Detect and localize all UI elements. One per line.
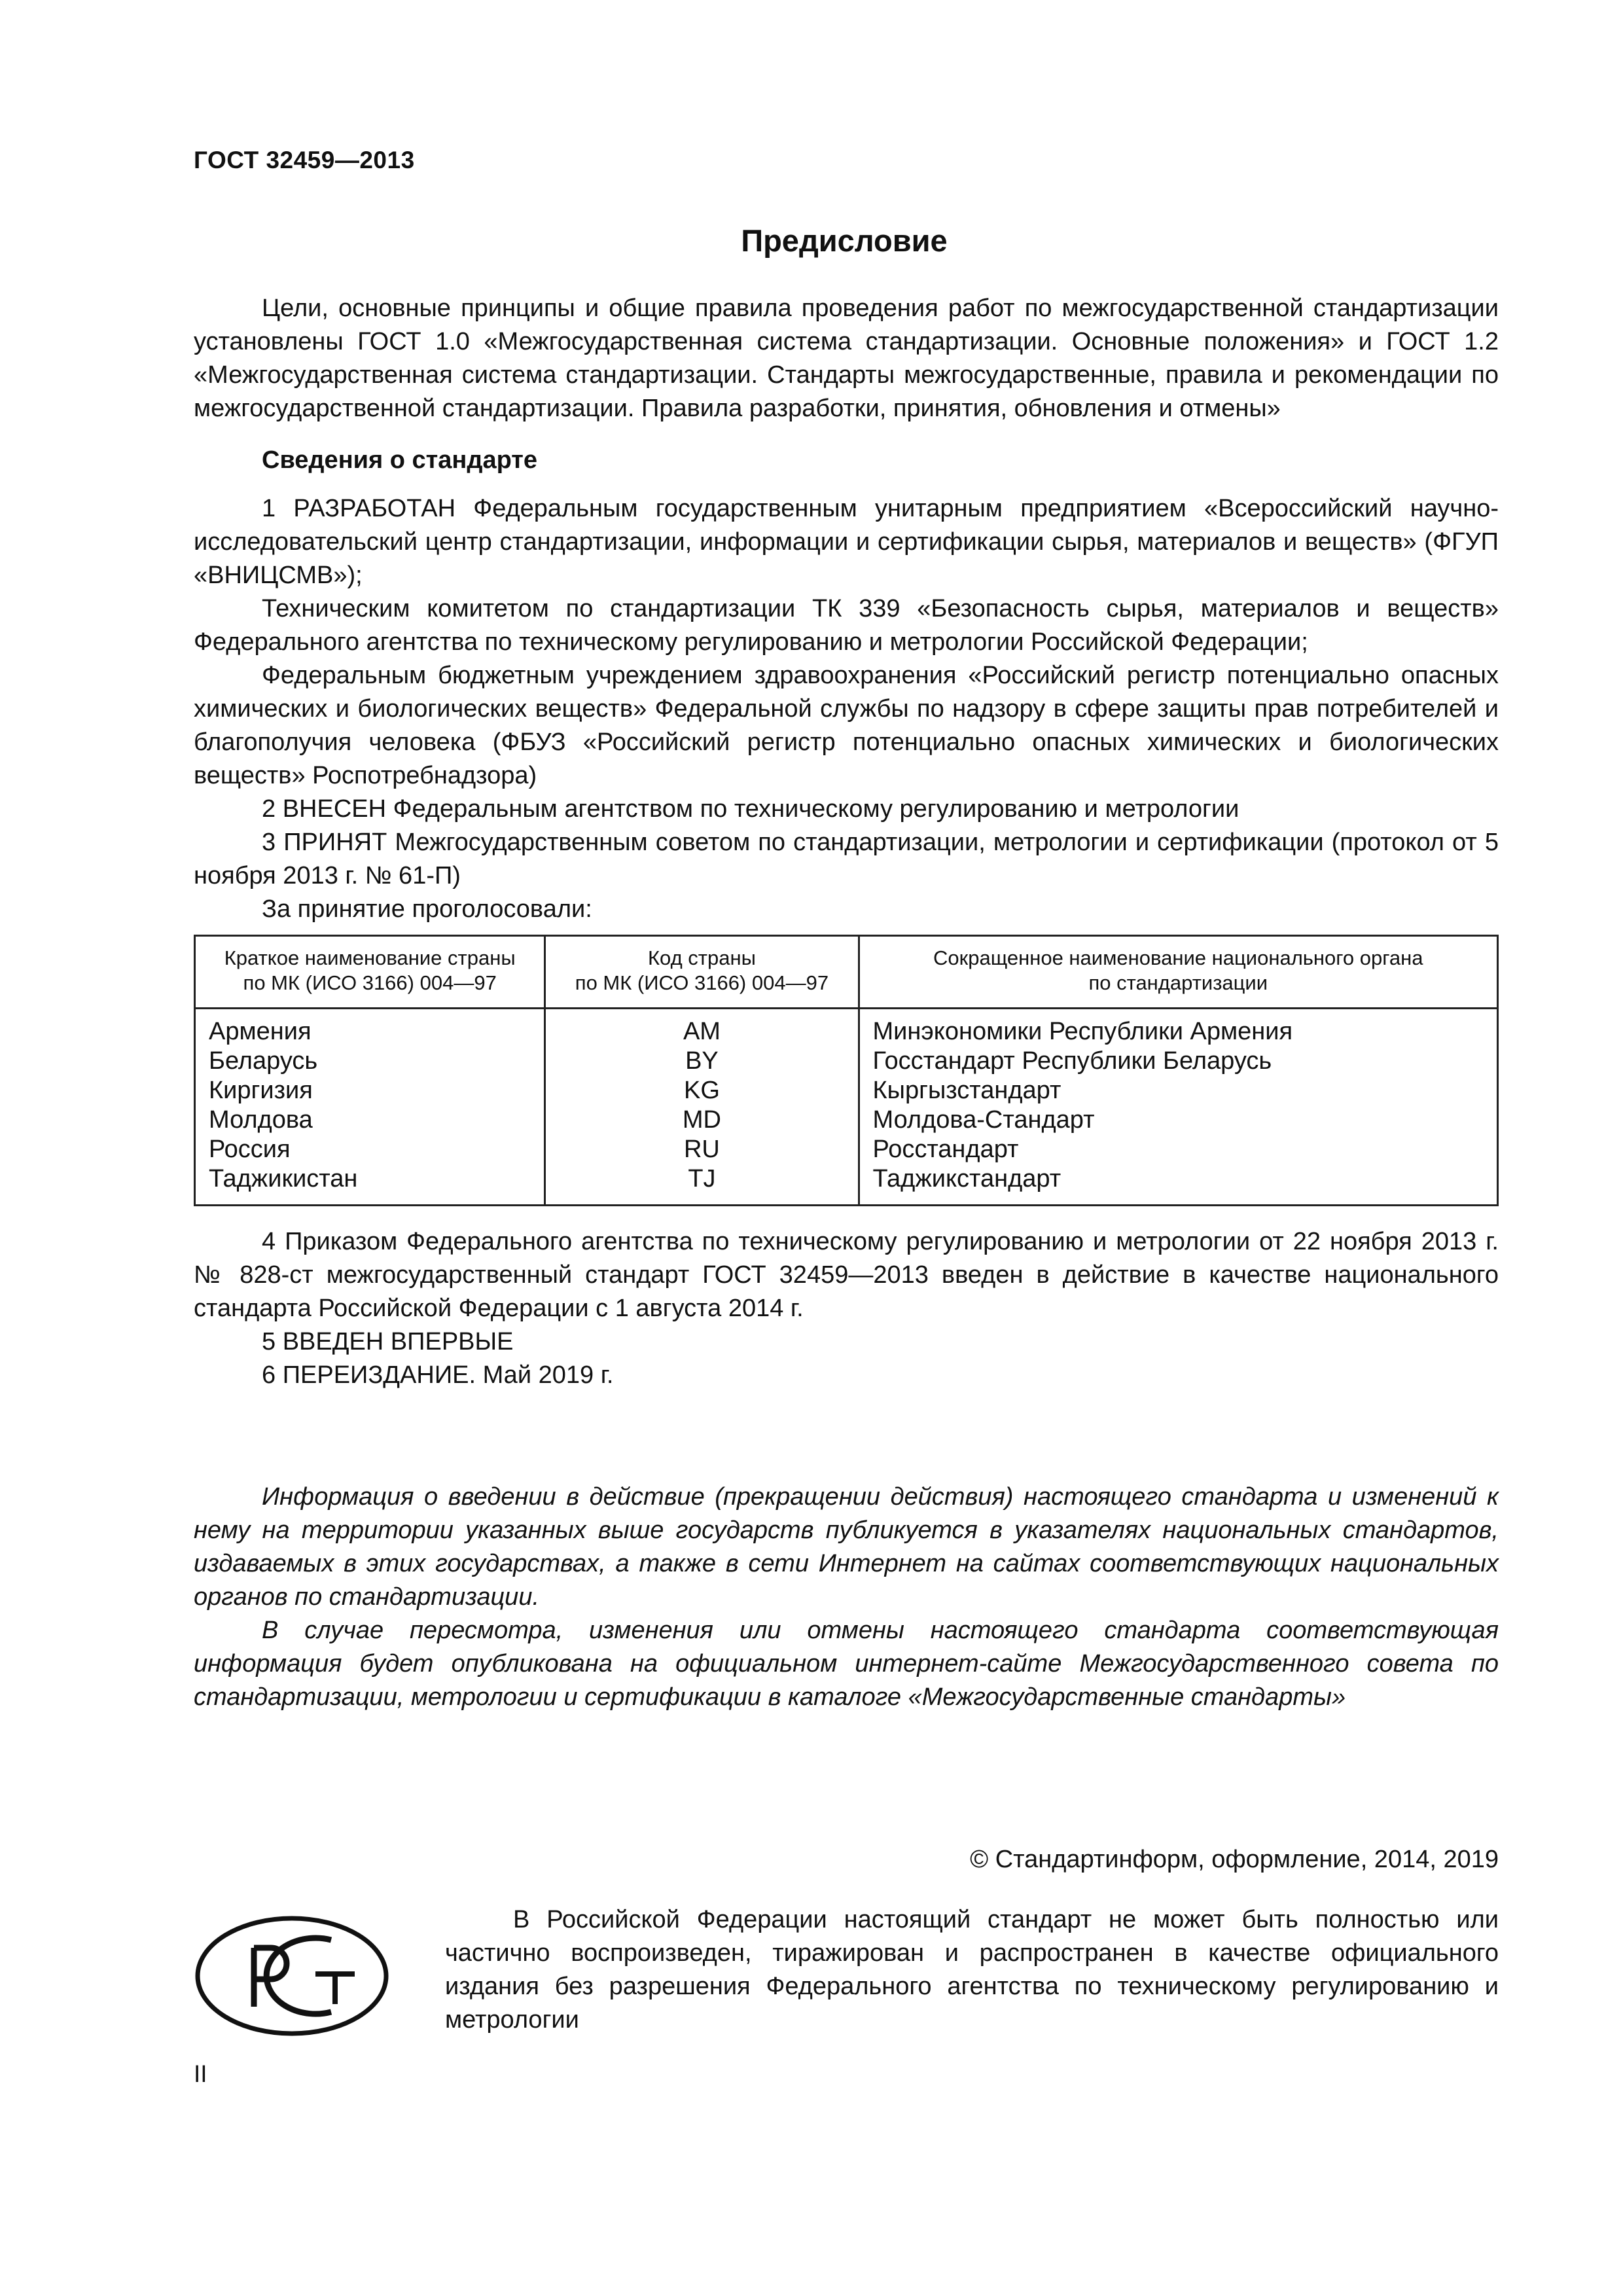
section-heading: Сведения о стандарте bbox=[262, 446, 538, 474]
adoption-item: 4 Приказом Федерального агентства по техническому регулированию и метрологии от 22 ноября 2013 г. № 828-ст межгосударственный стандарт ГОСТ 32459—2013 введен в действие в качестве национального стандарта Российской Федерации с 1 августа 2014 г. bbox=[194, 1228, 1499, 1322]
country-cell: Молдова bbox=[195, 1105, 545, 1135]
code-cell: TJ bbox=[545, 1164, 859, 1206]
page-title: Предисловие bbox=[741, 223, 948, 258]
country-cell: Россия bbox=[195, 1135, 545, 1164]
history-item: 2 ВНЕСЕН Федеральным агентством по техническому регулированию и метрологии bbox=[262, 795, 1240, 823]
country-cell: Таджикистан bbox=[195, 1164, 545, 1206]
column-header-body bbox=[859, 936, 1497, 1009]
body-cell: Таджикстандарт bbox=[859, 1164, 1497, 1206]
header-line: Сокращенное наименование национального органа bbox=[933, 946, 1423, 969]
body-cell: Кыргызстандарт bbox=[859, 1076, 1497, 1105]
copyright-line: © Стандартинформ, оформление, 2014, 2019 bbox=[970, 1846, 1499, 1873]
history-item: За принятие проголосовали: bbox=[262, 895, 592, 923]
header-line: Код страны bbox=[647, 946, 756, 969]
code-cell: BY bbox=[545, 1047, 859, 1076]
table-row bbox=[195, 1135, 1498, 1164]
column-header-country bbox=[195, 936, 545, 1009]
table-row bbox=[195, 1164, 1498, 1206]
notice-paragraph: В случае пересмотра, изменения или отмены настоящего стандарта соответствующая информация будет опубликована на официальном интернет-сайте Межгосударственного совета по стандартизации, метрологии и сертификации в каталоге «Межгосударственные стандарты» bbox=[194, 1617, 1499, 1711]
document-code: ГОСТ 32459—2013 bbox=[194, 147, 415, 173]
code-cell: MD bbox=[545, 1105, 859, 1135]
history-item: 1 РАЗРАБОТАН Федеральным государственным унитарным предприятием «Всероссийский научно-исследовательский центр стандартизации, информации и сертификации сырья, материалов и веществ» (ФГУП «ВНИЦСМВ»); bbox=[194, 495, 1499, 589]
country-cell: Армения bbox=[195, 1009, 545, 1047]
notice-paragraph: Информация о введении в действие (прекращении действия) настоящего стандарта и изменений к нему на территории указанных выше государств публикуется в указателях национальных стандартов, издаваемых в этих государствах, а также в сети Интернет на сайтах соответствующих национальных органов по стандартизации. bbox=[194, 1483, 1499, 1611]
header-line: по МК (ИСО 3166) 004—97 bbox=[243, 971, 497, 994]
rst-logo-icon bbox=[194, 1914, 390, 2038]
intro-text: Цели, основные принципы и общие правила проведения работ по межгосударственной стандартизации установлены ГОСТ 1.0 «Межгосударственная система стандартизации. Основные положения» и ГОСТ 1.2 «Межгосударственная система стандартизации. Стандарты межгосударственные, правила и рекомендации по межгосударственной стандартизации. Правила разработки, принятия, обновления и отмены» bbox=[194, 295, 1499, 422]
history-item: 3 ПРИНЯТ Межгосударственным советом по стандартизации, метрологии и сертификации (протокол от 5 ноября 2013 г. № 61-П) bbox=[194, 829, 1499, 889]
table-header-row bbox=[195, 936, 1498, 1009]
rst-logo bbox=[194, 1914, 390, 2041]
adoption-info bbox=[194, 1225, 1499, 1392]
code-cell: RU bbox=[545, 1135, 859, 1164]
intro-paragraph bbox=[194, 292, 1499, 425]
country-cell: Беларусь bbox=[195, 1047, 545, 1076]
header-line: Краткое наименование страны bbox=[224, 946, 516, 969]
page-number: II bbox=[194, 2060, 207, 2087]
header-line: по МК (ИСО 3166) 004—97 bbox=[575, 971, 829, 994]
header-line: по стандартизации bbox=[1088, 971, 1268, 994]
body-cell: Росстандарт bbox=[859, 1135, 1497, 1164]
adoption-item: 5 ВВЕДЕН ВПЕРВЫЕ bbox=[262, 1328, 514, 1355]
table-row bbox=[195, 1047, 1498, 1076]
adoption-item: 6 ПЕРЕИЗДАНИЕ. Май 2019 г. bbox=[262, 1361, 614, 1389]
table-row bbox=[195, 1076, 1498, 1105]
votes-table bbox=[194, 935, 1499, 1206]
body-cell: Молдова-Стандарт bbox=[859, 1105, 1497, 1135]
publication-notice bbox=[194, 1480, 1499, 1714]
country-cell: Киргизия bbox=[195, 1076, 545, 1105]
legal-text: В Российской Федерации настоящий стандарт не может быть полностью или частично воспроизведен, тиражирован и распространен в качестве официального издания без разрешения Федерального агентства по техническому регулированию и метрологии bbox=[445, 1906, 1499, 2034]
reproduction-notice bbox=[445, 1903, 1499, 2037]
column-header-code bbox=[545, 936, 859, 1009]
code-cell: KG bbox=[545, 1076, 859, 1105]
table-row bbox=[195, 1009, 1498, 1047]
body-cell: Госстандарт Республики Беларусь bbox=[859, 1047, 1497, 1076]
table-row bbox=[195, 1105, 1498, 1135]
history-item: Федеральным бюджетным учреждением здравоохранения «Российский регистр потенциально опасных химических и биологических веществ» Федеральной службы по надзору в сфере защиты прав потребителей и благополучия человека (ФБУЗ «Российский регистр потенциально опасных химических и биологических веществ» Роспотребнадзора) bbox=[194, 662, 1499, 789]
body-cell: Минэкономики Республики Армения bbox=[859, 1009, 1497, 1047]
code-cell: AM bbox=[545, 1009, 859, 1047]
standard-history bbox=[194, 492, 1499, 926]
history-item: Техническим комитетом по стандартизации ТК 339 «Безопасность сырья, материалов и веществ» Федерального агентства по техническому регулированию и метрологии Российской Федерации; bbox=[194, 595, 1499, 656]
